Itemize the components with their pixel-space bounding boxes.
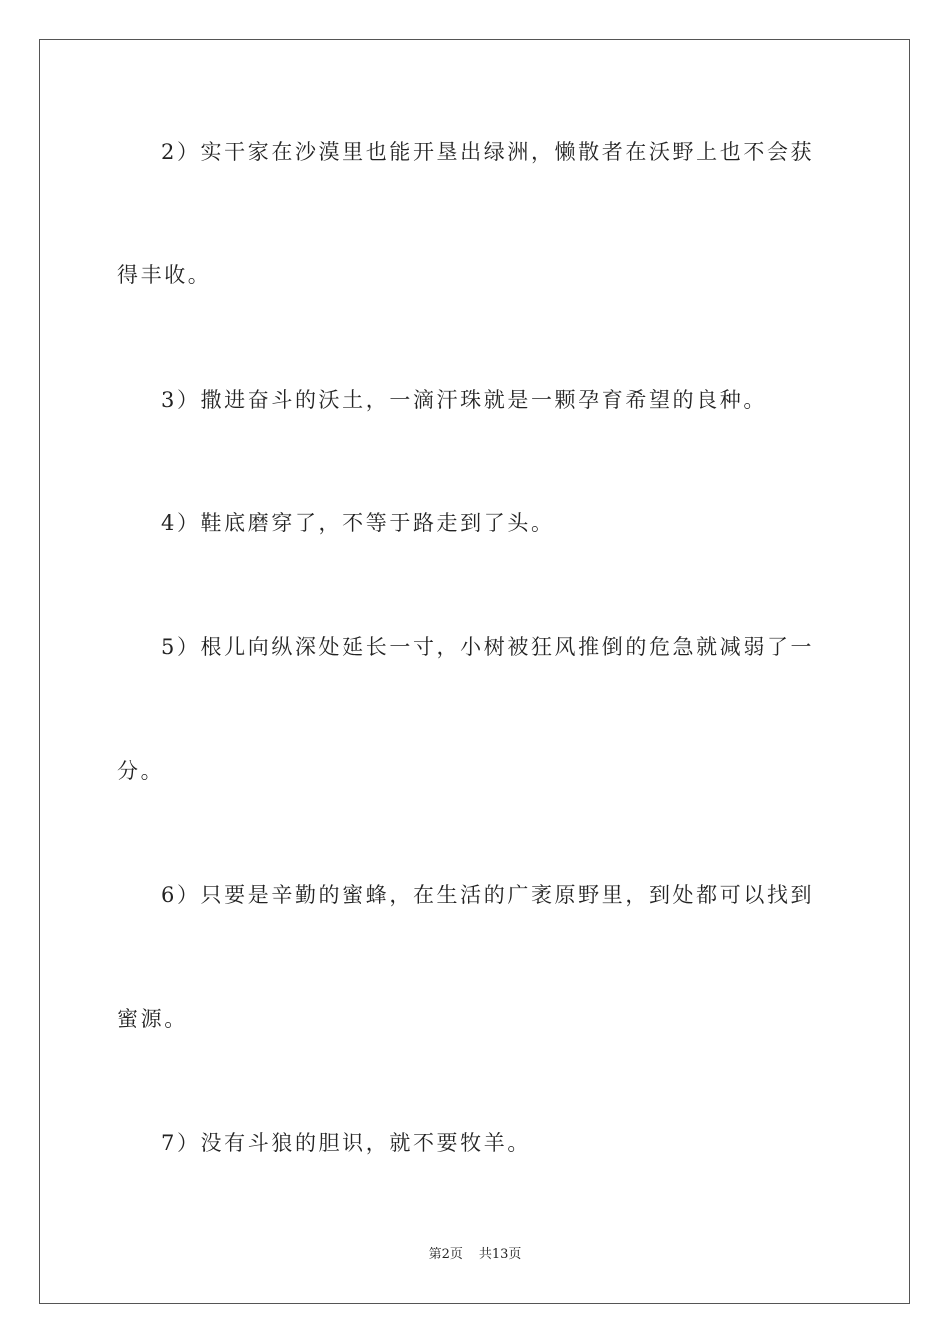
paragraph-3-line-1: 3）撒进奋斗的沃土，一滴汗珠就是一颗孕育希望的良种。 bbox=[161, 388, 767, 412]
paragraph-7-line-1: 7）没有斗狼的胆识，就不要牧羊。 bbox=[161, 1131, 531, 1155]
paragraph-5-line-2: 分。 bbox=[117, 759, 165, 783]
paragraph-6-line-1: 6）只要是辛勤的蜜蜂，在生活的广袤原野里，到处都可以找到 bbox=[161, 883, 815, 907]
paragraph-2-line-2: 得丰收。 bbox=[117, 263, 212, 287]
page-number: 第2页 bbox=[428, 1247, 463, 1262]
page-border bbox=[39, 39, 910, 1304]
paragraph-6-line-2: 蜜源。 bbox=[117, 1007, 188, 1031]
paragraph-4-line-1: 4）鞋底磨穿了，不等于路走到了头。 bbox=[161, 511, 555, 535]
page-footer bbox=[0, 1246, 950, 1264]
paragraph-5-line-1: 5）根儿向纵深处延长一寸，小树被狂风推倒的危急就减弱了一 bbox=[161, 635, 815, 659]
paragraph-2-line-1: 2）实干家在沙漠里也能开垦出绿洲，懒散者在沃野上也不会获 bbox=[161, 140, 815, 164]
total-pages: 共13页 bbox=[478, 1247, 522, 1262]
